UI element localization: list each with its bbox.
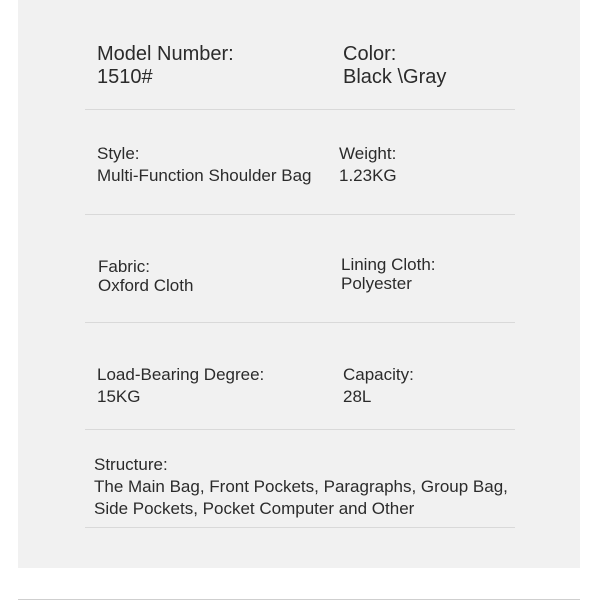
- color-field: [343, 43, 446, 89]
- style-label: Style:: [97, 144, 140, 163]
- style-field: [97, 143, 312, 187]
- capacity-value: 28L: [343, 387, 372, 406]
- structure-field: [94, 454, 514, 520]
- weight-value: 1.23KG: [339, 166, 397, 185]
- color-label: Color:: [343, 43, 397, 65]
- weight-field: [339, 143, 397, 187]
- style-value: Multi-Function Shoulder Bag: [97, 166, 312, 185]
- structure-label: Structure:: [94, 455, 168, 474]
- load-bearing-value: 15KG: [97, 387, 141, 406]
- load-bearing-label: Load-Bearing Degree:: [97, 365, 265, 384]
- structure-value: The Main Bag, Front Pockets, Paragraphs, Group Bag, Side Pockets, Pocket Computer and Other: [94, 477, 508, 518]
- divider: [85, 429, 515, 430]
- color-value: Black \Gray: [343, 66, 447, 88]
- lining-field: [341, 255, 436, 293]
- model-number-label: Model Number:: [97, 43, 234, 65]
- divider: [85, 527, 515, 528]
- load-bearing-field: [97, 364, 264, 408]
- model-number-field: [97, 43, 234, 89]
- fabric-value: Oxford Cloth: [98, 276, 194, 295]
- model-number-value: 1510#: [97, 66, 153, 88]
- capacity-label: Capacity:: [343, 365, 414, 384]
- weight-label: Weight:: [339, 144, 397, 163]
- fabric-label: Fabric:: [98, 257, 150, 276]
- fabric-field: [98, 257, 193, 295]
- divider: [85, 109, 515, 110]
- divider: [85, 322, 515, 323]
- lining-value: Polyester: [341, 274, 412, 293]
- lining-label: Lining Cloth:: [341, 255, 436, 274]
- capacity-field: [343, 364, 414, 408]
- divider: [85, 214, 515, 215]
